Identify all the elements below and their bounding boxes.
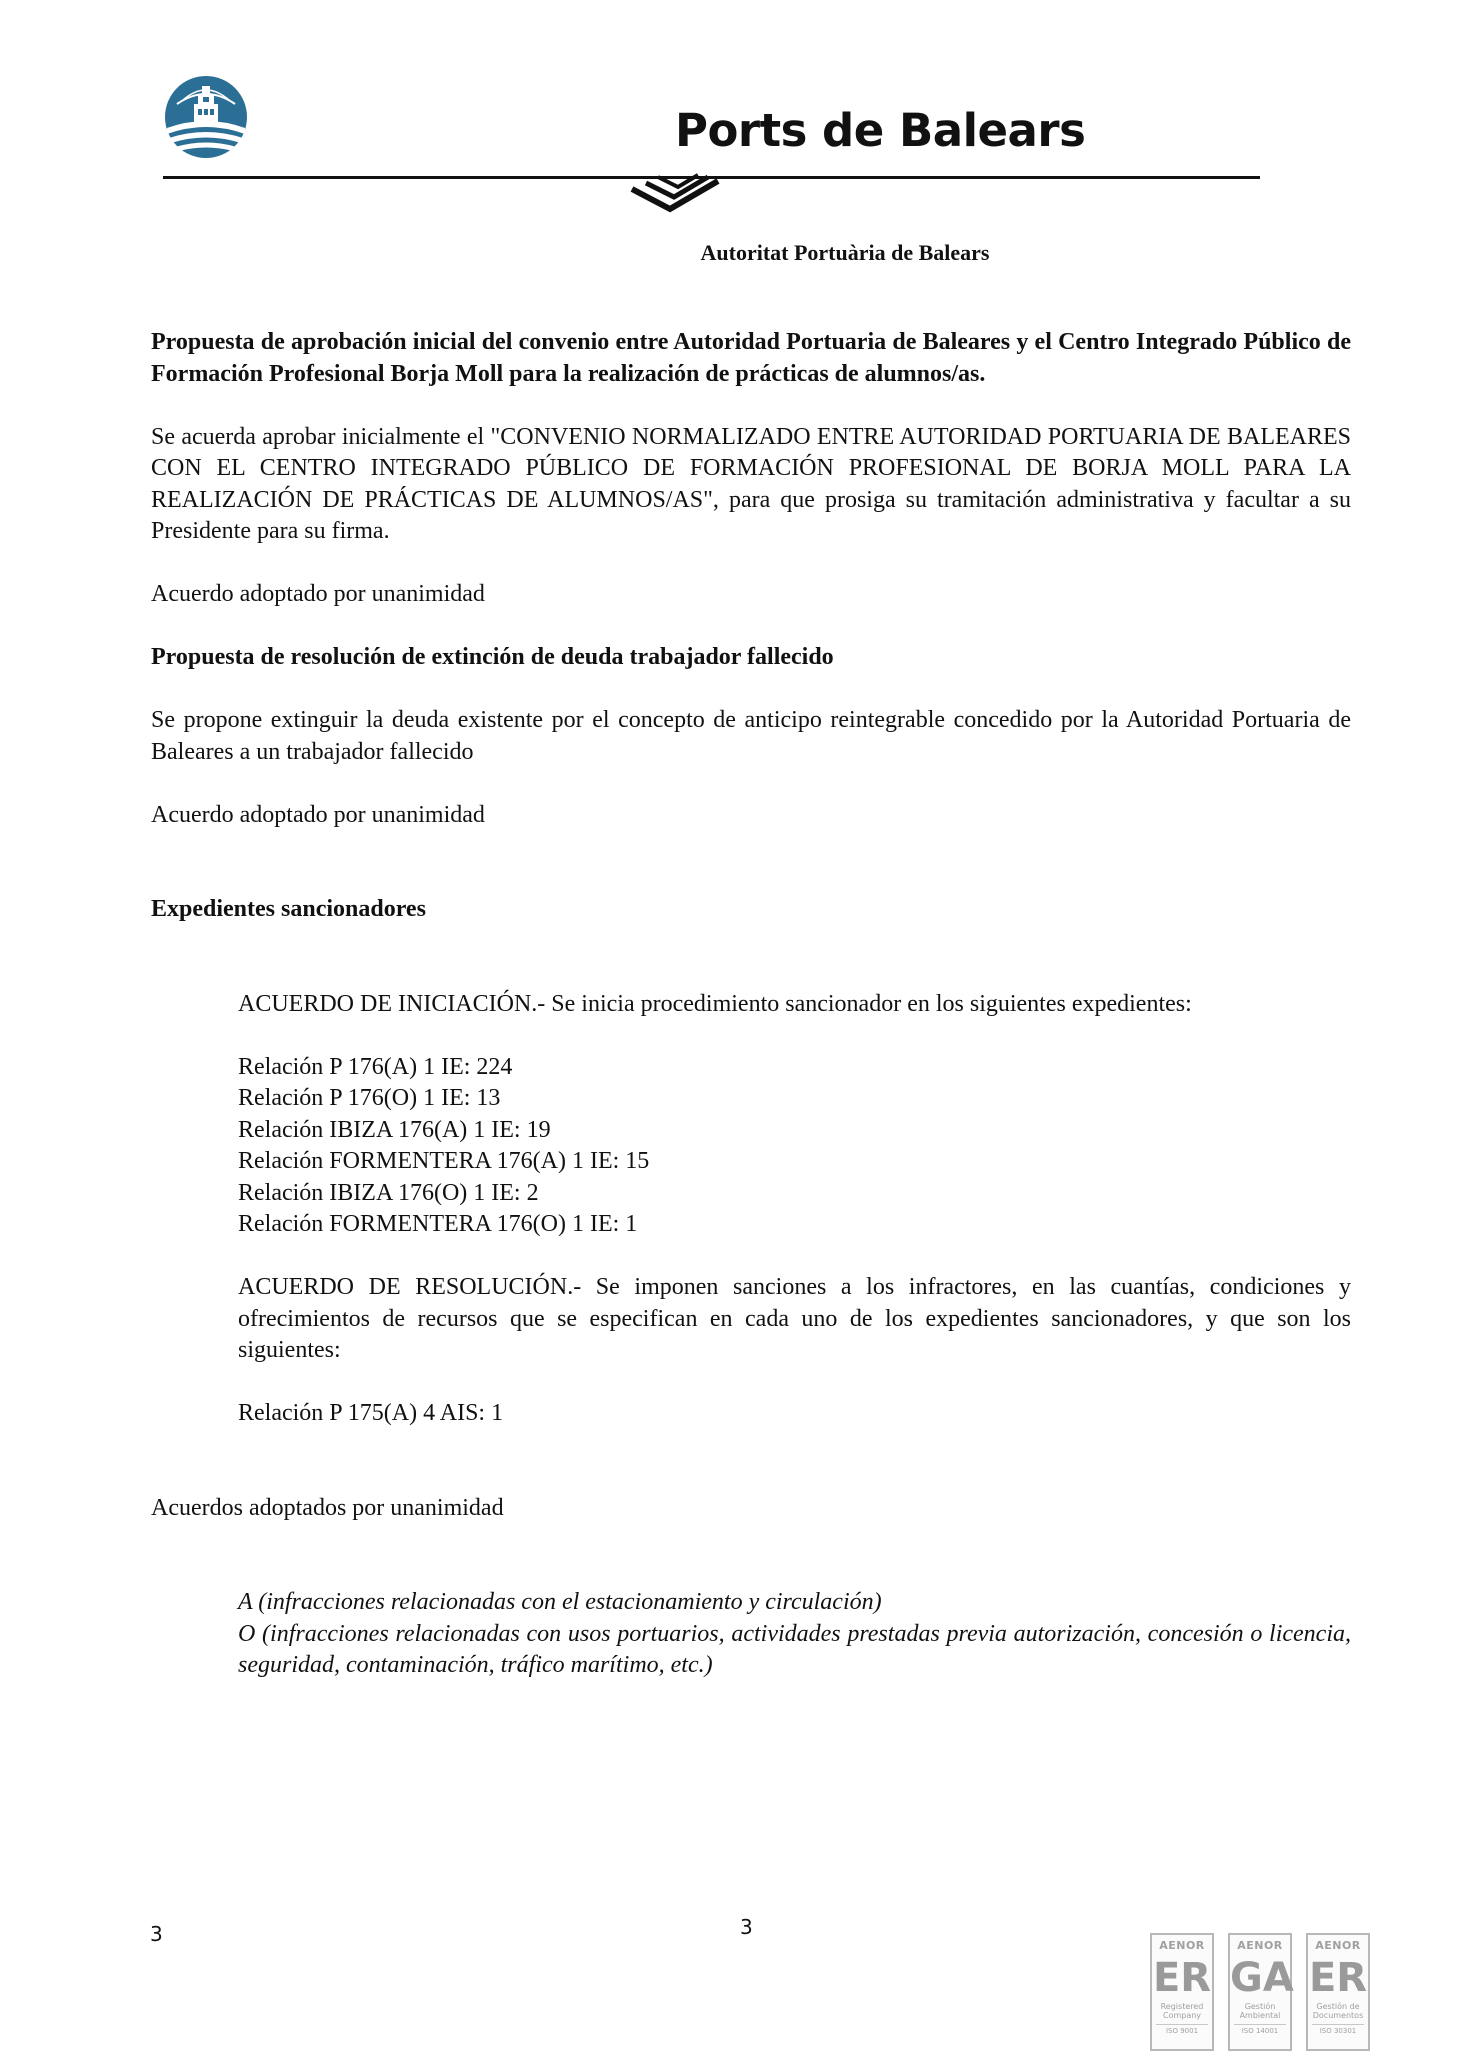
aenor-er-icon: AENOR ER Registered Company ISO 9001 — [1150, 1933, 1214, 2051]
aenor-er-icon: AENOR ER Gestión de Documentos ISO 30301 — [1306, 1933, 1370, 2051]
aenor-ga-icon: AENOR GA Gestión Ambiental ISO 14001 — [1228, 1933, 1292, 2051]
list-item: Relación P 176(O) 1 IE: 13 — [238, 1085, 501, 1111]
lighthouse-logo-icon — [163, 74, 249, 160]
resolution-relation: Relación P 175(A) 4 AIS: 1 — [238, 1400, 504, 1426]
agreement-convenio: Acuerdo adoptado por unanimidad — [151, 581, 485, 607]
note-a: A (infracciones relacionadas con el estacionamiento y circulación) — [238, 1589, 882, 1615]
list-item: Relación P 176(A) 1 IE: 224 — [238, 1053, 513, 1080]
section-title-convenio: Propuesta de aprobación inicial del convenio entre Autoridad Portuaria de Baleares y el Centro Integrado Público de Formación Profesional Borja Moll para la realización de prácticas de alumnos/as. — [151, 329, 1351, 387]
relations-list — [238, 1052, 1351, 1241]
section-title-deuda: Propuesta de resolución de extinción de deuda trabajador fallecido — [151, 644, 834, 670]
list-item: Relación IBIZA 176(A) 1 IE: 19 — [238, 1116, 551, 1143]
section-title-expedientes: Expedientes sancionadores — [151, 896, 426, 922]
page-number-left: 3 — [150, 1922, 163, 1946]
document-body — [151, 327, 1351, 1682]
note-o: O (infracciones relacionadas con usos portuarios, actividades prestadas previa autorización, concesión o licencia, seguridad, contaminación, tráfico marítimo, etc.) — [238, 1620, 1351, 1678]
agreement-expedientes: Acuerdos adoptados por unanimidad — [151, 1494, 504, 1521]
chevron-emblem-icon — [628, 171, 732, 215]
agreement-deuda: Acuerdo adoptado por unanimidad — [151, 801, 485, 828]
resolution-text: ACUERDO DE RESOLUCIÓN.- Se imponen sanciones a los infractores, en las cuantías, condiciones y ofrecimientos de recursos que se especifican en cada uno de los expedientes sancionadores, y que son los siguientes: — [238, 1274, 1351, 1363]
section-body-convenio: Se acuerda aprobar inicialmente el "CONVENIO NORMALIZADO ENTRE AUTORIDAD PORTUARIA DE BALEARES CON EL CENTRO INTEGRADO PÚBLICO DE FORMACIÓN PROFESIONAL DE BORJA MOLL PARA LA REALIZACIÓN DE PRÁCTICAS DE ALUMNOS/AS", para que prosiga su tramitación administrativa y facultar a su Presidente para su firma. — [151, 423, 1351, 544]
authority-name: Autoritat Portuària de Balears — [700, 240, 990, 265]
initiation-text: ACUERDO DE INICIACIÓN.- Se inicia procedimiento sancionador en los siguientes expedientes: — [238, 990, 1192, 1017]
list-item: Relación FORMENTERA 176(A) 1 IE: 15 — [238, 1148, 650, 1174]
list-item: Relación IBIZA 176(O) 1 IE: 2 — [238, 1179, 539, 1206]
section-body-deuda: Se propone extinguir la deuda existente por el concepto de anticipo reintegrable concedido por la Autoridad Portuaria de Baleares a un trabajador fallecido — [151, 707, 1351, 765]
brand-title: Ports de Balears — [675, 104, 1086, 157]
page-number-center: 3 — [740, 1915, 753, 1939]
list-item: Relación FORMENTERA 176(O) 1 IE: 1 — [238, 1211, 638, 1237]
